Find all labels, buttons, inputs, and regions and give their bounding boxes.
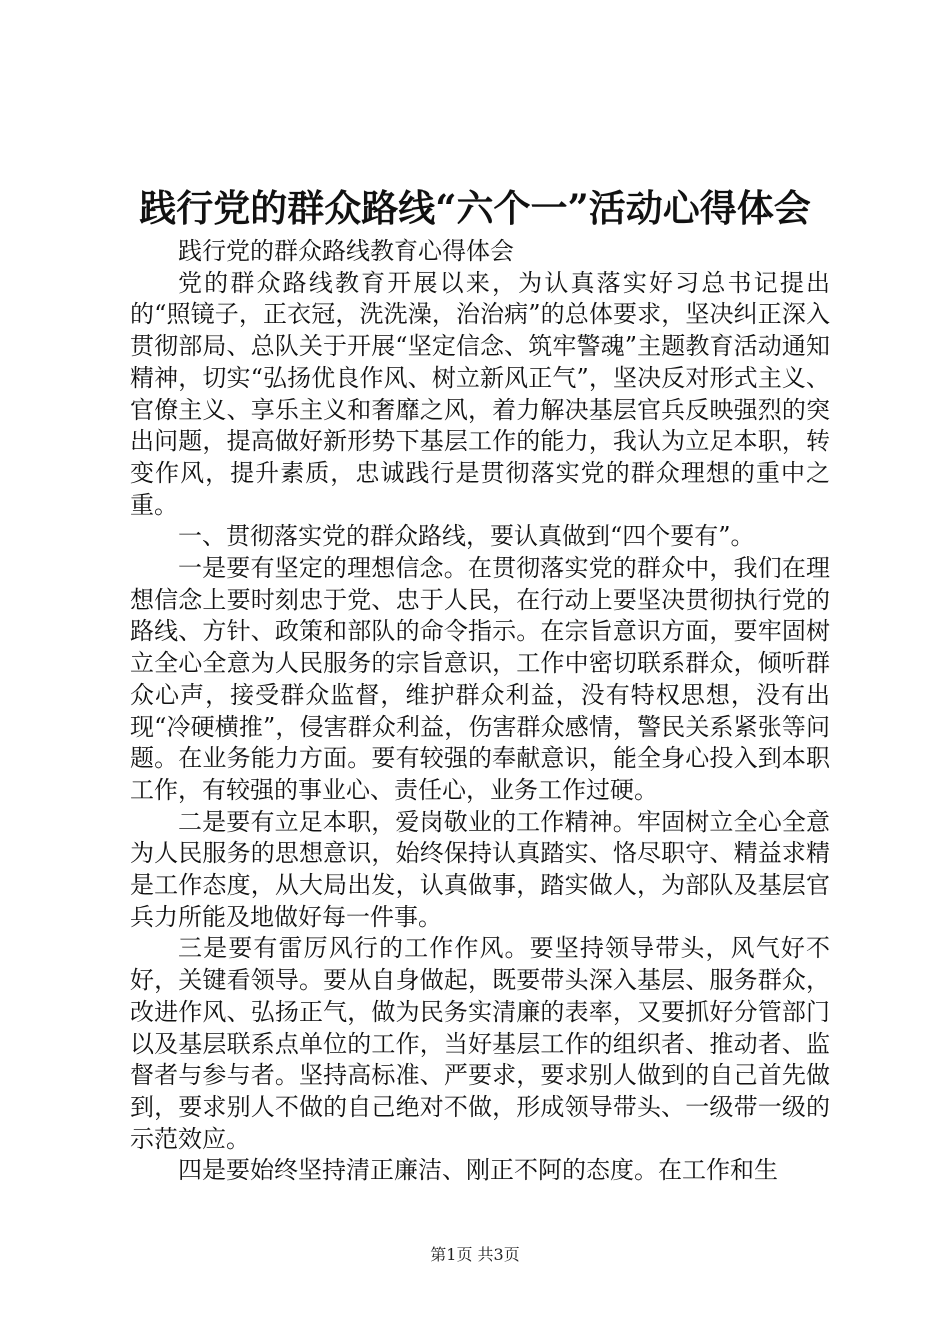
page-number-footer: 第1页 共3页: [430, 1245, 520, 1264]
section-heading-paragraph: 一、贯彻落实党的群众路线，要认真做到“四个要有”。: [178, 522, 755, 551]
document-title: 践行党的群众路线“六个一”活动心得体会: [139, 186, 811, 230]
body-paragraph: 三是要有雷厉风行的工作作风。要坚持领导带头，风气好不好，关键看领导。要从自身做起，既要带头深入基层、服务群众，改进作风、弘扬正气，做为民务实清廉的表率，又要抓好分管部门以及基层联系点单位的工作，当好基层工作的组织者、推动者、监督者与参与者。坚持高标准、严要求，要求别人做到的自己首先做到，要求别人不做的自己绝对不做，形成领导带头、一级带一级的示范效应。: [130, 934, 830, 1153]
body-paragraph: 二是要有立足本职，爱岗敬业的工作精神。牢固树立全心全意为人民服务的思想意识，始终保持认真踏实、恪尽职守、精益求精是工作态度，从大局出发，认真做事，踏实做人，为部队及基层官兵力所能及地做好每一件事。: [130, 807, 830, 931]
subtitle-paragraph: 践行党的群众路线教育心得体会: [178, 237, 514, 265]
body-paragraph: 四是要始终坚持清正廉洁、刚正不阿的态度。在工作和生: [178, 1156, 778, 1185]
body-paragraph: 党的群众路线教育开展以来，为认真落实好习总书记提出的“照镜子，正衣冠，洗洗澡，治治病”的总体要求，坚决纠正深入贯彻部局、总队关于开展“坚定信念、筑牢警魂”主题教育活动通知精神，切实“弘扬优良作风、树立新风正气”，坚决反对形式主义、官僚主义、享乐主义和奢靡之风，着力解决基层官兵反映强烈的突出问题，提高做好新形势下基层工作的能力，我认为立足本职，转变作风，提升素质，忠诚践行是贯彻落实党的群众理想的重中之重。: [130, 268, 830, 519]
document-body: [130, 236, 830, 1187]
body-paragraph: 一是要有坚定的理想信念。在贯彻落实党的群众中，我们在理想信念上要时刻忠于党、忠于人民，在行动上要坚决贯彻执行党的路线、方针、政策和部队的命令指示。在宗旨意识方面，要牢固树立全心全意为人民服务的宗旨意识，工作中密切联系群众，倾听群众心声，接受群众监督，维护群众利益，没有特权思想，没有出现“冷硬横推”，侵害群众利益，伤害群众感情，警民关系紧张等问题。在业务能力方面。要有较强的奉献意识，能全身心投入到本职工作，有较强的事业心、责任心，业务工作过硬。: [130, 554, 830, 804]
